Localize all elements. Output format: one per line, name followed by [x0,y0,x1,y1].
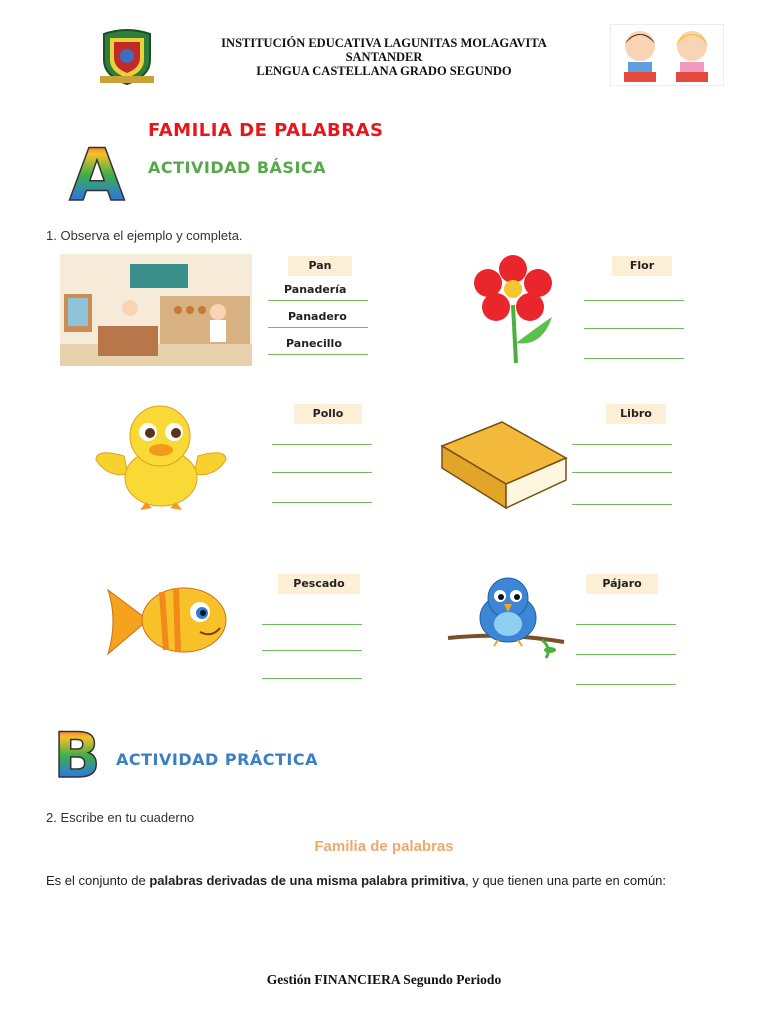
letter-b-rainbow [48,722,106,782]
label-pollo: Pollo [294,404,362,424]
kids-reading-icon [610,24,724,86]
school-name: INSTITUCIÓN EDUCATIVA LAGUNITAS MOLAGAVITA [221,36,547,50]
school-region: SANTANDER [345,50,423,64]
answer-line [262,678,362,679]
answer-line [272,472,372,473]
answer-line [268,327,368,328]
page-title: FAMILIA DE PALABRAS [148,120,384,141]
word-panecillo: Panecillo [286,337,342,350]
flower-icon [470,255,556,365]
answer-line [576,624,676,625]
answer-line [584,328,684,329]
definition-pre: Es el conjunto de [46,873,150,888]
answer-line [576,654,676,655]
answer-line [272,502,372,503]
letter-b: B [53,722,101,782]
instruction-1: 1. Observa el ejemplo y completa. [46,228,243,243]
answer-line [262,624,362,625]
bakery-icon [60,254,252,366]
instruction-2: 2. Escribe en tu cuaderno [46,810,195,825]
answer-line [268,300,368,301]
subtitle-familia: Familia de palabras [314,838,454,855]
book-icon [440,418,568,510]
school-header [160,36,608,78]
bird-icon [446,570,572,666]
answer-line [262,650,362,651]
answer-line [268,354,368,355]
label-pajaro: Pájaro [586,574,658,594]
definition-bold: palabras derivadas de una misma palabra primitiva [149,873,466,888]
label-pan: Pan [288,256,352,276]
school-crest-icon [96,26,158,86]
definition-text [46,874,726,888]
label-libro: Libro [606,404,666,424]
activity-basic-heading: ACTIVIDAD BÁSICA [148,158,327,177]
fish-icon [104,576,228,664]
word-panadero: Panadero [288,310,347,323]
footer: Gestión FINANCIERA Segundo Periodo [266,972,502,987]
label-flor: Flor [612,256,672,276]
definition-post: , y que tienen una parte en común: [465,873,667,888]
answer-line [576,684,676,685]
answer-line [584,300,684,301]
answer-line [584,358,684,359]
label-pescado: Pescado [278,574,360,594]
answer-line [572,444,672,445]
answer-line [272,444,372,445]
answer-line [572,504,672,505]
activity-practice-heading: ACTIVIDAD PRÁCTICA [116,750,319,769]
letter-a-rainbow [60,138,134,206]
word-panaderia: Panadería [284,283,347,296]
course-name: LENGUA CASTELLANA GRADO SEGUNDO [256,64,512,78]
answer-line [572,472,672,473]
chick-icon [94,402,228,512]
letter-a: A [69,138,125,206]
